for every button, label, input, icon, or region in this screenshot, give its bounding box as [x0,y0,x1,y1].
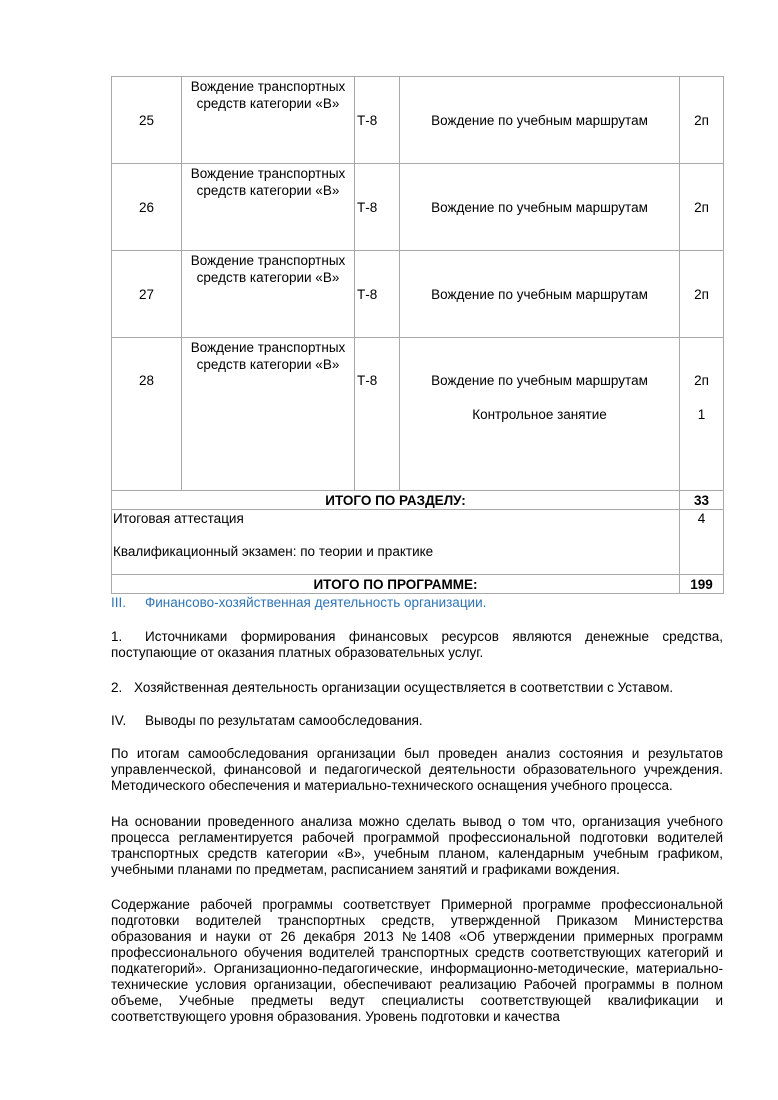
table-row [112,338,724,491]
section-total-value: 33 [680,491,724,510]
subject-cell: Вождение транспортных средств категории «В» [182,77,355,164]
attestation-value: 4 [680,510,724,575]
lesson-number: 27 [112,251,182,338]
paragraph-2 [111,680,723,696]
lesson-number: 26 [112,164,182,251]
table-row [112,251,724,338]
paragraph-summary-3: Содержание рабочей программы соответствует Примерной программе профессиональной подготовки водителей транспортных средств, утвержденной Приказом Министерства образования и науки от 26 декабря 2013 №1408 «Об утверждении примерных программ профессионального обучения водителей транспортных средств соответствующих категорий и подкатегорий». Организационно-педагогические, информационно-методические, материально-технические условия организации, обеспечивают реализацию Рабочей программы в полном объеме, Учебные предметы ведут специалисты соответствующей квалификации и соответствующего уровня образования. Уровень подготовки и качества [111,897,723,1024]
paragraph-summary-1: По итогам самообследования организации был проведен анализ состояния и результатов управленческой, финансовой и педагогической деятельности образовательного учреждения. Методического обеспечения и материально-технического оснащения учебного процесса. [111,746,723,793]
attestation-row [112,510,724,575]
curriculum-table [111,76,724,594]
section-4-heading [111,713,723,729]
table-row [112,77,724,164]
hours-cell: 2п [680,77,724,164]
hours-cell [680,338,724,491]
attestation-exam: Квалификационный экзамен: по теории и практике [113,544,434,559]
topic-cell: Вождение по учебным маршрутам [400,251,680,338]
topic-code: Т-8 [355,251,400,338]
hours-cell: 2п [680,164,724,251]
attestation-cell [112,510,680,575]
section-total-label: ИТОГО ПО РАЗДЕЛУ: [112,491,680,510]
program-total-label: ИТОГО ПО ПРОГРАММЕ: [112,575,680,594]
paragraph-summary-2: На основании проведенного анализа можно сделать вывод о том что, организация учебного процесса регламентируется рабочей программой профессиональной подготовки водителей транспортных средств категории «В», учебным планом, календарным учебным графиком, учебными планами по предметам, расписанием занятий и графиками вождения. [111,814,723,877]
paragraph-2-text: Хозяйственная деятельность организации осуществляется в соответствии с Уставом. [134,680,674,695]
topic-cell: Вождение по учебным маршрутам [400,164,680,251]
section-4-number: IV. [111,713,127,728]
paragraph-2-number: 2. [111,680,123,695]
section-3-heading [111,595,723,611]
section-4-title: Выводы по результатам самообследования. [145,713,423,728]
section-3-title: Финансово-хозяйственная деятельность организации. [145,595,487,610]
lesson-number: 28 [112,338,182,491]
hours-cell: 2п [680,251,724,338]
topic-control: Контрольное занятие [472,407,607,422]
attestation-label: Итоговая аттестация [113,511,244,526]
topic-code: Т-8 [355,338,400,491]
subject-cell: Вождение транспортных средств категории «В» [182,338,355,491]
topic-cell: Вождение по учебным маршрутам [400,77,680,164]
paragraph-1-number: 1. [111,629,123,644]
program-total-row [112,575,724,594]
section-total-row [112,491,724,510]
subject-cell: Вождение транспортных средств категории «В» [182,164,355,251]
hours-control: 1 [697,407,706,422]
paragraph-1 [111,629,723,661]
topic-code: Т-8 [355,164,400,251]
topic-code: Т-8 [355,77,400,164]
subject-cell: Вождение транспортных средств категории «В» [182,251,355,338]
hours-main: 2п [694,373,709,388]
section-3-number: III. [111,595,127,610]
lesson-number: 25 [112,77,182,164]
program-total-value: 199 [680,575,724,594]
table-row [112,164,724,251]
topic-main: Вождение по учебным маршрутам [431,373,648,388]
topic-cell [400,338,680,491]
paragraph-1-text: Источниками формирования финансовых ресурсов являются денежные средства, поступающие от оказания платных образовательных услуг. [111,629,723,660]
